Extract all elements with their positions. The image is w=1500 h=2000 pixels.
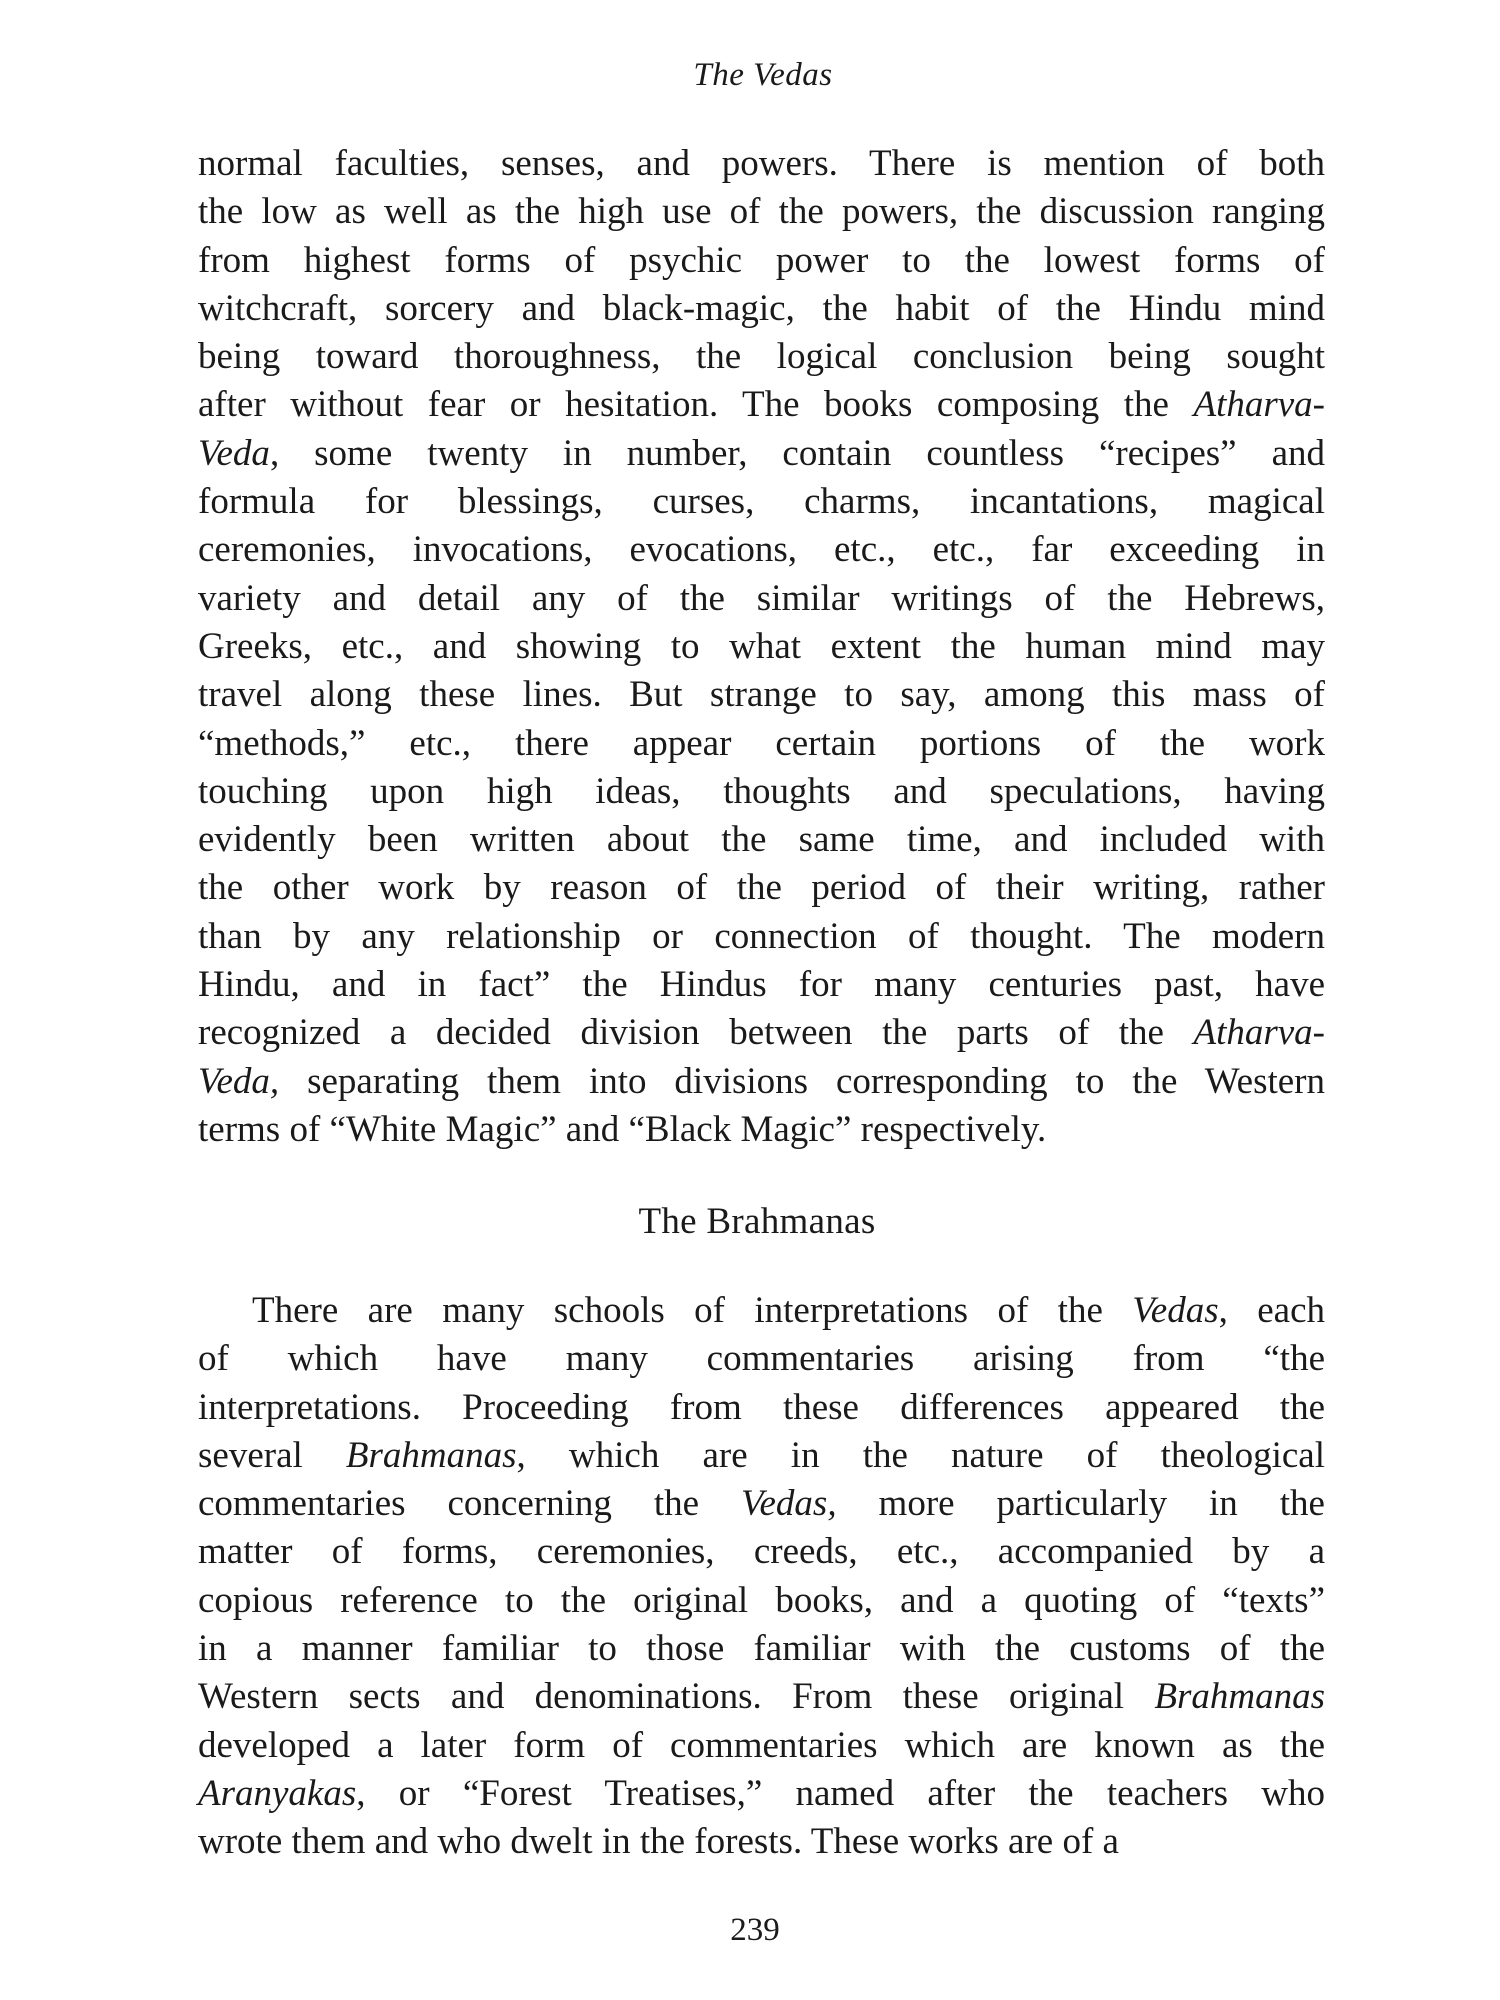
- text-line: [198, 671, 1325, 719]
- italic-term: Atharva-: [1193, 384, 1325, 426]
- text-line: [198, 237, 1325, 285]
- text-segment: the other work by reason of the period of their writing, rather: [198, 867, 1325, 909]
- italic-term: Vedas: [1132, 1290, 1219, 1331]
- text-segment: , some twenty in number, contain countless “recipes” and: [269, 432, 1325, 474]
- text-segment: interpretations. Proceeding from these differences appeared the: [198, 1386, 1325, 1428]
- text-segment: of which have many commentaries arising from “the: [198, 1338, 1325, 1380]
- text-line: [198, 913, 1325, 961]
- text-line: [198, 575, 1325, 623]
- italic-term: Atharva-: [1193, 1012, 1325, 1054]
- text-line: [198, 961, 1325, 1009]
- italic-term: Vedas,: [741, 1483, 837, 1525]
- text-line: [198, 1770, 1325, 1818]
- text-segment: Western sects and denominations. From these original: [198, 1676, 1155, 1718]
- text-line: [198, 1528, 1325, 1576]
- text-segment: Greeks, etc., and showing to what extent the human mind may: [198, 625, 1325, 667]
- text-segment: formula for blessings, curses, charms, incantations, magical: [198, 481, 1325, 523]
- text-segment: several: [198, 1434, 346, 1476]
- text-line: [198, 816, 1325, 864]
- text-segment: the low as well as the high use of the powers, the discussion ranging: [198, 191, 1325, 233]
- text-segment: normal faculties, senses, and powers. There is mention of both: [198, 143, 1325, 184]
- text-line: [198, 1335, 1325, 1383]
- text-line: [198, 864, 1325, 912]
- text-segment: in a manner familiar to those familiar with the customs of the: [198, 1628, 1325, 1670]
- text-line: [198, 1058, 1325, 1106]
- text-segment: terms of “White Magic” and “Black Magic” respectively.: [198, 1108, 1047, 1150]
- text-segment: copious reference to the original books, and a quoting of “texts”: [198, 1579, 1325, 1621]
- text-line: [198, 1722, 1325, 1770]
- paragraph-2: [198, 1287, 1325, 1867]
- italic-term: Veda: [198, 432, 270, 474]
- text-segment: , each: [1218, 1290, 1325, 1331]
- text-segment: variety and detail any of the similar writings of the Hebrews,: [198, 577, 1325, 619]
- text-line: [198, 285, 1325, 333]
- page-number: 239: [730, 1912, 780, 1948]
- text-segment: being toward thoroughness, the logical conclusion being sought: [198, 336, 1325, 378]
- text-segment: developed a later form of commentaries which are known as the: [198, 1724, 1325, 1766]
- text-segment: evidently been written about the same time, and included with: [198, 819, 1325, 861]
- text-line: [198, 478, 1325, 526]
- text-segment: commentaries concerning the: [198, 1483, 741, 1525]
- text-line: [198, 1009, 1325, 1057]
- text-line: [198, 1106, 1325, 1154]
- text-segment: There are many schools of interpretations of the: [252, 1290, 1133, 1331]
- text-line: [198, 188, 1325, 236]
- text-line: [198, 1818, 1325, 1866]
- text-segment: more particularly in the: [836, 1483, 1325, 1525]
- text-line: [198, 430, 1325, 478]
- text-segment: recognized a decided division between the parts of the: [198, 1012, 1194, 1054]
- text-segment: than by any relationship or connection of thought. The modern: [198, 915, 1325, 957]
- text-line: [198, 1384, 1325, 1432]
- text-segment: Hindu, and in fact” the Hindus for many centuries past, have: [198, 964, 1325, 1006]
- text-line: [198, 140, 1325, 188]
- text-line: [198, 1480, 1325, 1528]
- text-line: [198, 1432, 1325, 1480]
- text-line: [198, 381, 1325, 429]
- running-head: The Vedas: [693, 57, 833, 93]
- text-segment: “methods,” etc., there appear certain portions of the work: [198, 722, 1325, 764]
- text-segment: matter of forms, ceremonies, creeds, etc., accompanied by a: [198, 1531, 1325, 1573]
- italic-term: Brahmanas: [1154, 1676, 1325, 1718]
- paragraph-1: [198, 140, 1325, 1154]
- text-segment: from highest forms of psychic power to the lowest forms of: [198, 239, 1325, 281]
- text-segment: separating them into divisions corresponding to the Western: [279, 1060, 1325, 1102]
- text-segment: after without fear or hesitation. The books composing the: [198, 384, 1194, 426]
- italic-term: Brahmanas: [345, 1434, 517, 1476]
- italic-term: Aranyakas: [198, 1772, 357, 1814]
- text-line: [198, 720, 1325, 768]
- text-line: [198, 1287, 1325, 1335]
- text-line: [198, 623, 1325, 671]
- text-line: [198, 1625, 1325, 1673]
- section-heading: The Brahmanas: [638, 1201, 876, 1242]
- text-segment: , or “Forest Treatises,” named after the teachers who: [356, 1772, 1325, 1814]
- text-segment: travel along these lines. But strange to say, among this mass of: [198, 674, 1325, 716]
- text-segment: witchcraft, sorcery and black-magic, the habit of the Hindu mind: [198, 287, 1325, 329]
- text-segment: wrote them and who dwelt in the forests. These works are of a: [198, 1821, 1119, 1863]
- text-line: [198, 1673, 1325, 1721]
- text-line: [198, 1577, 1325, 1625]
- text-line: [198, 526, 1325, 574]
- text-line: [198, 768, 1325, 816]
- text-segment: touching upon high ideas, thoughts and speculations, having: [198, 770, 1325, 812]
- text-segment: , which are in the nature of theological: [516, 1434, 1325, 1476]
- italic-term: Veda,: [198, 1060, 280, 1102]
- text-segment: ceremonies, invocations, evocations, etc., etc., far exceeding in: [198, 529, 1325, 571]
- text-line: [198, 333, 1325, 381]
